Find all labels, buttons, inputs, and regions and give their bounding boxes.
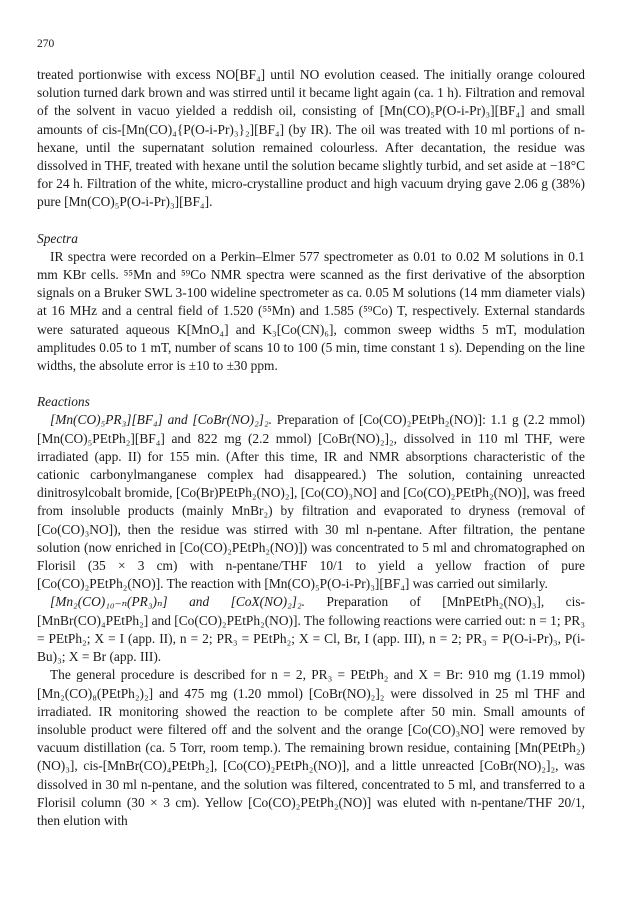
page-number: 270 bbox=[37, 38, 55, 50]
body-text bbox=[37, 66, 585, 830]
reaction-1-title: [Mn(CO)₅PR₃][BF₄] and [CoBr(NO)₂]₂. bbox=[50, 412, 272, 428]
reaction-2-text: Preparation of [MnPEtPh₂(NO)₃], cis-[MnBr(CO)₄PEtPh₂] and [Co(CO)₂PEtPh₂(NO)]. The following reactions were carried out: n = 1; PR₃ = PEtPh₂; X = I (app. II), n = 2; PR₃ = PEtPh₂; X = Cl, Br, I (app. III), n = 2; PR₃ = P(O-i-Pr)₃, P(i-Bu)₃; X = Br (app. III). bbox=[37, 594, 585, 665]
reaction-1-text: Preparation of [Co(CO)₂PEtPh₂(NO)]: 1.1 g (2.2 mmol) [Mn(CO)₅PEtPh₂][BF₄] and 822 mg (2.2 mmol) [CoBr(NO)₂]₂, dissolved in 110 ml THF, were irradiated (app. II) for 155 min. (After this time, IR and NMR absorptions characteristic of the cationic carbonylmanganese complex had disappeared.) The solution, containing unreacted dinitrosylcobalt bromide, [Co(Br)PEtPh₂(NO)₂], [Co(CO)₃NO] and [Co(CO)₂PEtPh₂(NO)], was freed from insoluble products (mainly MnBr₂) by filtration and evaporated to dryness (removal of [Co(CO)₃NO]), then the residue was stirred with 30 ml n-pentane. After filtration, the pentane solution (now enriched in [Co(CO)₂PEtPh₂(NO)]) was concentrated to 5 ml and chromatographed on Florisil (35 × 3 cm) with n-pentane/THF 10/1 to yield a yellow fraction of pure [Co(CO)₂PEtPh₂(NO)]. The reaction with [Mn(CO)₅P(O-i-Pr)₃][BF₄] was carried out similarly. bbox=[37, 412, 585, 592]
reaction-2-title: [Mn₂(CO)₁₀₋ₙ(PR₃)ₙ] and [CoX(NO)₂]₂. bbox=[50, 594, 306, 610]
section-heading-spectra: Spectra bbox=[37, 230, 78, 246]
paragraph-reaction-1 bbox=[37, 411, 585, 593]
section-heading-reactions: Reactions bbox=[37, 394, 90, 410]
paragraph-spectra: IR spectra were recorded on a Perkin–Elmer 577 spectrometer as 0.01 to 0.02 M solutions in 0.1 mm KBr cells. ⁵⁵Mn and ⁵⁹Co NMR spectra were scanned as the first derivative of the absorption signals on a Bruker SWL 3-100 wideline spectrometer as ca. 0.05 M solutions (14 mm diameter vials) at 16 MHz and a central field of 1.520 (⁵⁵Mn) and 1.585 (⁵⁹Co) T, respectively. External standards were saturated aqueous K[MnO₄] and K₃[Co(CN)₆], common sweep widths 5 mT, modulation amplitudes 0.05 to 1 mT, number of scans 10 to 100 (5 min, time constant 1 s). Depending on the line widths, the absolute error is ±10 to ±30 ppm. bbox=[37, 248, 585, 374]
paragraph-reaction-2 bbox=[37, 593, 585, 666]
paragraph-intro: treated portionwise with excess NO[BF₄] until NO evolution ceased. The initially orange coloured solution turned dark brown and was stirred until it became light again (ca. 1 h). Filtration and removal of the solvent in vacuo yielded a reddish oil, consisting of [Mn(CO)₅P(O-i-Pr)₃][BF₄] and small amounts of cis-[Mn(CO)₄{P(O-i-Pr)₃}₂][BF₄] (by IR). The oil was treated with 10 ml portions of n-hexane, until the supernatant solution remained colourless. After decantation, the residue was dissolved in THF, treated with hexane until the solution became slightly turbid, and set aside at −18°C for 24 h. Filtration of the white, micro-crystalline product and high vacuum drying gave 2.06 g (38%) pure [Mn(CO)₅P(O-i-Pr)₃][BF₄]. bbox=[37, 67, 585, 210]
paragraph-general-procedure: The general procedure is described for n = 2, PR₃ = PEtPh₂ and X = Br: 910 mg (1.19 mmol) [Mn₂(CO)₈(PEtPh₂)₂] and 475 mg (1.20 mmol) [CoBr(NO)₂]₂ were dissolved in 25 ml THF and irradiated. IR monitoring showed the reaction to be complete after 50 min. Small amounts of insoluble product were filtered off and the solvent and the orange [Co(CO)₃NO] were removed by vacuum distillation (ca. 5 Torr, room temp.). The remaining brown residue, containing [Mn(PEtPh₂)(NO)₃], cis-[MnBr(CO)₄PEtPh₂], [Co(CO)₂PEtPh₂(NO)], and a little unreacted [CoBr(NO)₂]₂, was dissolved in 30 ml n-pentane, and the solution was filtered, concentrated to 5 ml, and transferred to a Florisil column (30 × 3 cm). Yellow [Co(CO)₂PEtPh₂(NO)] was eluted with n-pentane/THF 20/1, then elution with bbox=[37, 667, 585, 828]
